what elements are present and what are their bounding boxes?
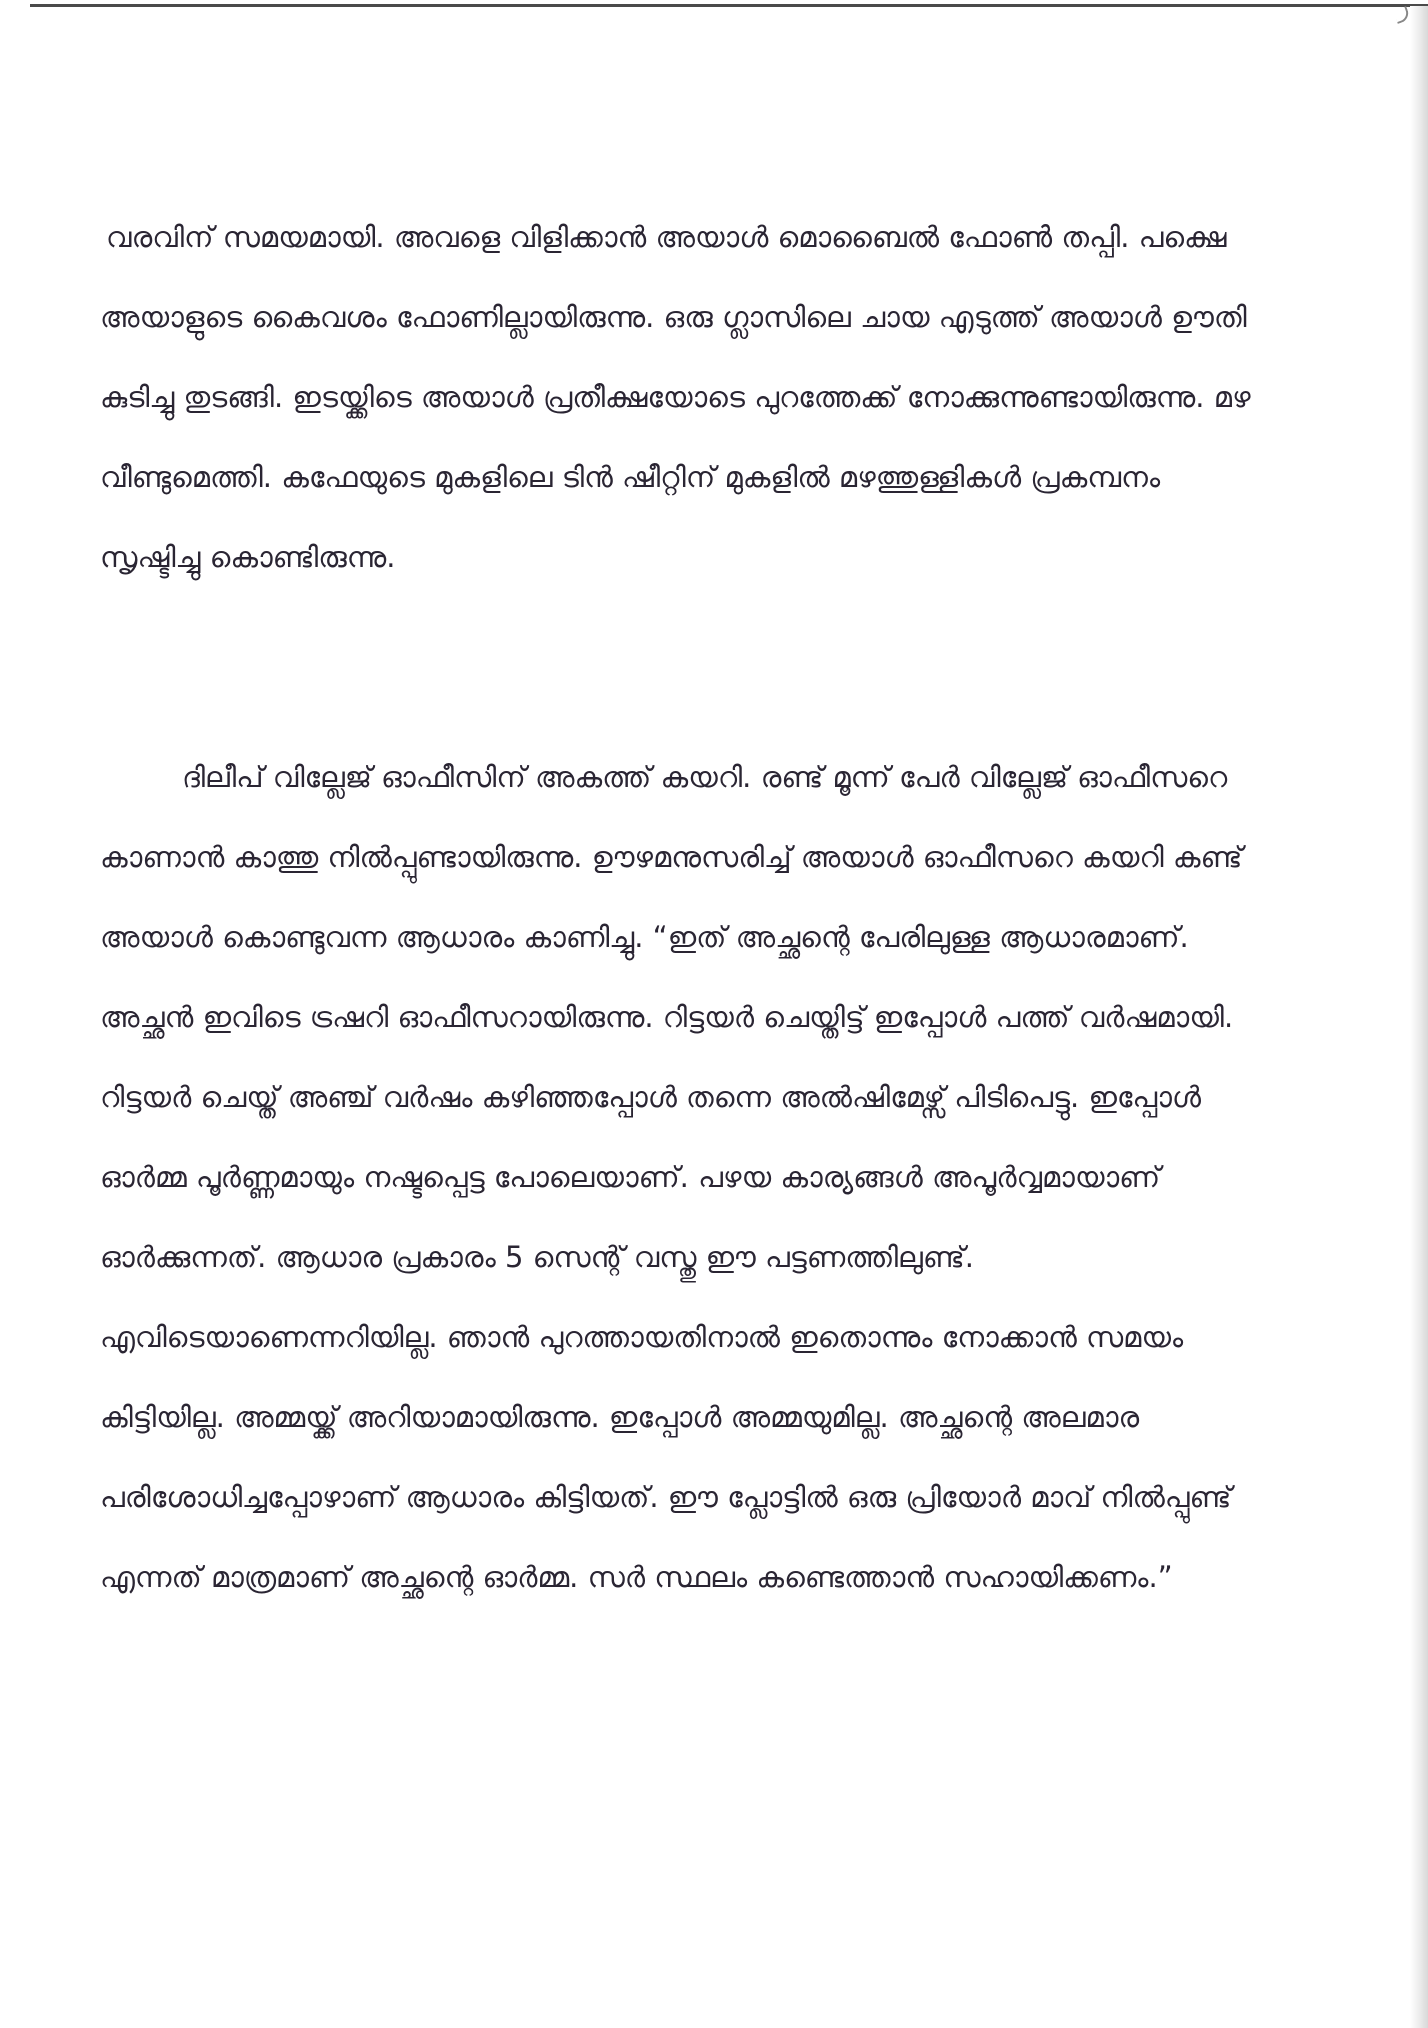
scan-right-edge (1410, 6, 1428, 2028)
paragraph-2: ദിലീപ് വില്ലേജ് ഓഫീസിന് അകത്ത് കയറി. രണ്ട് മൂന്ന് പേർ വില്ലേജ് ഓഫീസറെ കാണാൻ കാത്തു നിൽപ്പുണ്ടായിരുന്നു. ഊഴമനുസരിച്ച് അയാൾ ഓഫീസറെ കയറി കണ്ട് അയാൾ കൊണ്ടുവന്ന ആധാരം കാണിച്ചു. “ഇത് അച്ഛന്റെ പേരിലുള്ള ആധാരമാണ്. അച്ഛൻ ഇവിടെ ട്രഷറി ഓഫീസറായിരുന്നു. റിട്ടയർ ചെയ്തിട്ട് ഇപ്പോൾ പത്ത് വർഷമായി. റിട്ടയർ ചെയ്ത് അഞ്ച് വർഷം കഴിഞ്ഞപ്പോൾ തന്നെ അൽഷിമേഴ്സ് പിടിപെട്ടു. ഇപ്പോൾ ഓർമ്മ പൂർണ്ണമായും നഷ്ടപ്പെട്ട പോലെയാണ്. പഴയ കാര്യങ്ങൾ അപൂർവ്വമായാണ് ഓർക്കുന്നത്. ആധാര പ്രകാരം 5 സെന്റ് വസ്തു ഈ പട്ടണത്തിലുണ്ട്. എവിടെയാണെന്നറിയില്ല. ഞാൻ പുറത്തായതിനാൽ ഇതൊന്നും നോക്കാൻ സമയം കിട്ടിയില്ല. അമ്മയ്ക്ക് അറിയാമായിരുന്നു. ഇപ്പോൾ അമ്മയുമില്ല. അച്ഛന്റെ അലമാര പരിശോധിച്ചപ്പോഴാണ് ആധാരം കിട്ടിയത്. ഈ പ്ലോട്ടിൽ ഒരു പ്രിയോർ മാവ് നിൽപ്പുണ്ട് എന്നത് മാത്രമാണ് അച്ഛന്റെ ഓർമ്മ. സർ സ്ഥലം കണ്ടെത്താൻ സഹായിക്കണം.” (100, 760, 1243, 1594)
scan-top-edge (30, 4, 1428, 7)
page-corner-mark (1393, 6, 1411, 24)
paragraph-1: വരവിന് സമയമായി. അവളെ വിളിക്കാൻ അയാൾ മൊബൈൽ ഫോൺ തപ്പി. പക്ഷെ അയാളുടെ കൈവശം ഫോണില്ലായിരുന്നു. ഒരു ഗ്ലാസിലെ ചായ എടുത്ത് അയാൾ ഊതി കുടിച്ചു തുടങ്ങി. ഇടയ്ക്കിടെ അയാൾ പ്രതീക്ഷയോടെ പുറത്തേക്ക് നോക്കുന്നുണ്ടായിരുന്നു. മഴ വീണ്ടുമെത്തി. കഫേയുടെ മുകളിലെ ടിൻ ഷീറ്റിന് മുകളിൽ മഴത്തുള്ളികൾ പ്രകമ്പനം സൃഷ്ടിച്ചു കൊണ്ടിരുന്നു. (100, 220, 1251, 574)
